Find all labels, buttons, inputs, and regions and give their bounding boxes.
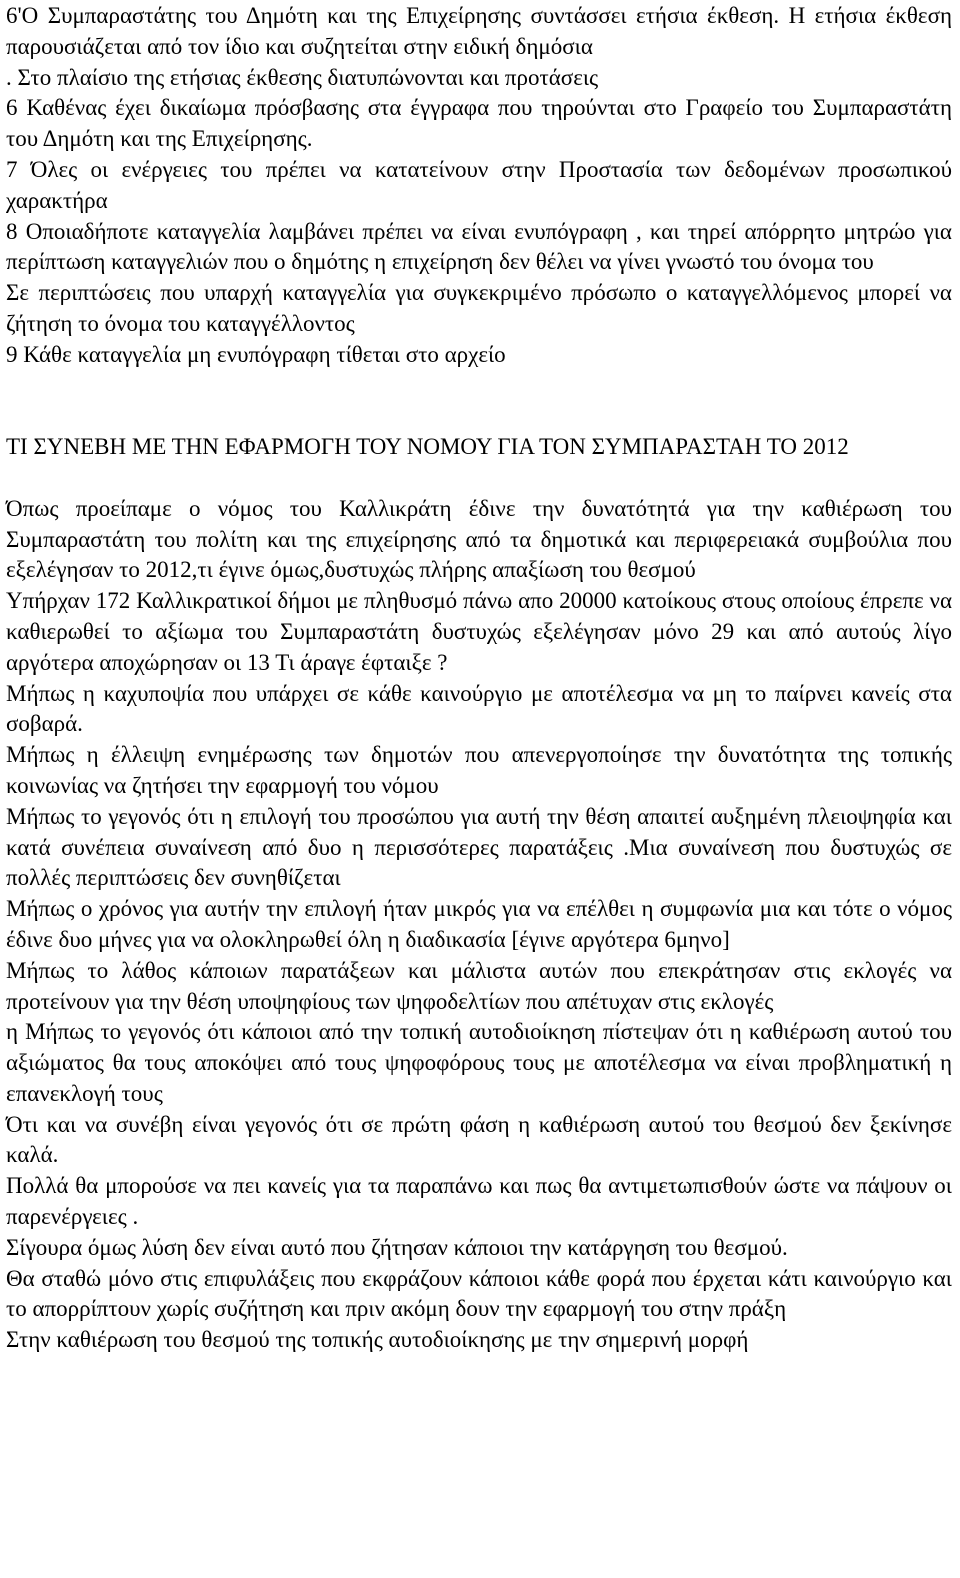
paragraph-proposals: . Στο πλαίσιο της ετήσιας έκθεσης διατυπώνονται και προτάσεις: [6, 64, 599, 90]
paragraph-current-form: Στην καθιέρωση του θεσμού της τοπικής αυτοδιοίκησης με την σημερινή μορφή: [6, 1327, 749, 1353]
paragraph-municipalities-count: Υπήρχαν 172 Καλλικρατικοί δήμοι με πληθυσμό πάνω απο 20000 κατοίκους στους οποίους έπρεπε να καθιερωθεί το αξίωμα του Συμπαραστάτη δυστυχώς εξελέγησαν μόνο 29 και από αυτούς λίγο αργότερα αποχώρησαν οι 13 Τι άραγε έφταιξε ?: [6, 588, 952, 675]
paragraph-lack-of-information: Μήπως η έλλειψη ενημέρωσης των δημοτών που απενεργοποίησε την δυνατότητα της τοπικής κοινωνίας να ζητήσει την εφαρμογή του νόμου: [6, 742, 952, 798]
paragraph-signed-complaints: 8 Οποιαδήποτε καταγγελία λαμβάνει πρέπει να είναι ενυπόγραφη , και τηρεί απόρρητο μητρώο για περίπτωση καταγγελιών που ο δημότης η επιχείρηση δεν θέλει να γίνει γνωστό του όνομα του: [6, 218, 952, 275]
paragraph-unsigned-complaints: 9 Κάθε καταγγελία μη ενυπόγραφη τίθεται στο αρχείο: [6, 341, 506, 367]
paragraph-kallikratis-law: Όπως προείπαμε ο νόμος του Καλλικράτη έδινε την δυνατότητά για την καθιέρωση του Συμπαραστάτη του πολίτη και της επιχείρησης από τα δημοτικά και περιφερειακά συμβούλια που εξελέγησαν το 2012,τι έγινε όμως,δυστυχώς πλήρης απαξίωση του θεσμού: [6, 495, 952, 583]
paragraph-majority-requirement: Μήπως το γεγονός ότι η επιλογή του προσώπου για αυτή την θέση απαιτεί αυξημένη πλειοψηφία και κατά συνέπεια συναίνεση από δυο η περισσότερες παρατάξεις .Μια συναίνεση που δυστυχώς σε πολλές περιπτώσεις δεν συνηθίζεται: [6, 803, 952, 891]
paragraph-suspicion: Μήπως η καχυποψία που υπάρχει σε κάθε καινούργιο με αποτέλεσμα να μη το παίρνει κανείς στα σοβαρά.: [6, 680, 952, 737]
blank-line: [6, 371, 952, 402]
paragraph-specific-person: Σε περιπτώσεις που υπαρχή καταγγελία για συγκεκριμένο πρόσωπο ο καταγγελλόμενος μπορεί να ζήτηση το όνομα του καταγγέλλοντος: [6, 280, 952, 336]
paragraph-local-government-fears: η Μήπως το γεγονός ότι κάποιοι από την τοπική αυτοδιοίκηση πίστεψαν ότι η καθιέρωση αυτού του αξιώματος θα τους αποκόψει από τους ψηφοφόρους τους με αποτέλεσμα να είναι προβληματική η επανεκλογή τους: [6, 1019, 952, 1106]
paragraph-access-rights: 6 Καθένας έχει δικαίωμα πρόσβασης στα έγγραφα που τηρούνται στο Γραφείο του Συμπαραστάτη του Δημότη και της Επιχείρησης.: [6, 95, 952, 152]
paragraph-annual-report: 6'Ο Συμπαραστάτης του Δημότη και της Επιχείρησης συντάσσει ετήσια έκθεση. Η ετήσια έκθεση παρουσιάζεται από τον ίδιο και συζητείται στην ειδική δημόσια: [6, 3, 952, 59]
paragraph-data-protection: 7 Όλες οι ενέργειες του πρέπει να κατατείνουν στην Προστασία των δεδομένων προσωπικού χαρακτήρα: [6, 156, 952, 213]
blank-line: [6, 401, 952, 432]
blank-line: [6, 463, 952, 494]
paragraph-bad-start: Ότι και να συνέβη είναι γεγονός ότι σε πρώτη φάση η καθιέρωση αυτού του θεσμού δεν ξεκίνησε καλά.: [6, 1111, 952, 1168]
paragraph-time-limit: Μήπως ο χρόνος για αυτήν την επιλογή ήταν μικρός για να επέλθει η συμφωνία μια και τότε ο νόμος έδινε δυο μήνες για να ολοκληρωθεί όλη η διαδικασία [έγινε αργότερα 6μηνο]: [6, 896, 952, 952]
paragraph-abolition: Σίγουρα όμως λύση δεν είναι αυτό που ζήτησαν κάποιοι την κατάργηση του θεσμού.: [6, 1234, 788, 1260]
paragraph-side-effects: Πολλά θα μπορούσε να πει κανείς για τα παραπάνω και πως θα αντιμετωπισθούν ώστε να πάψουν οι παρενέργειες .: [6, 1173, 952, 1230]
paragraph-party-mistakes: Μήπως το λάθος κάποιων παρατάξεων και μάλιστα αυτών που επεκράτησαν στις εκλογές να προτείνουν για την θέση υποψηφίους των ψηφοδελτίων που απέτυχαν στις εκλογές: [6, 957, 952, 1014]
document-page: [0, 1, 960, 1578]
section-heading: ΤΙ ΣΥΝΕΒΗ ΜΕ ΤΗΝ ΕΦΑΡΜΟΓΗ ΤΟΥ ΝΟΜΟΥ ΓΙΑ ΤΟΝ ΣΥΜΠΑΡΑΣΤΑΗ ΤΟ 2012: [6, 434, 849, 460]
paragraph-reservations: Θα σταθώ μόνο στις επιφυλάξεις που εκφράζουν κάποιοι κάθε φορά που έρχεται κάτι καινούργιο και το απορρίπτουν χωρίς συζήτηση και πριν ακόμη δουν την εφαρμογή του στην πράξη: [6, 1265, 952, 1322]
